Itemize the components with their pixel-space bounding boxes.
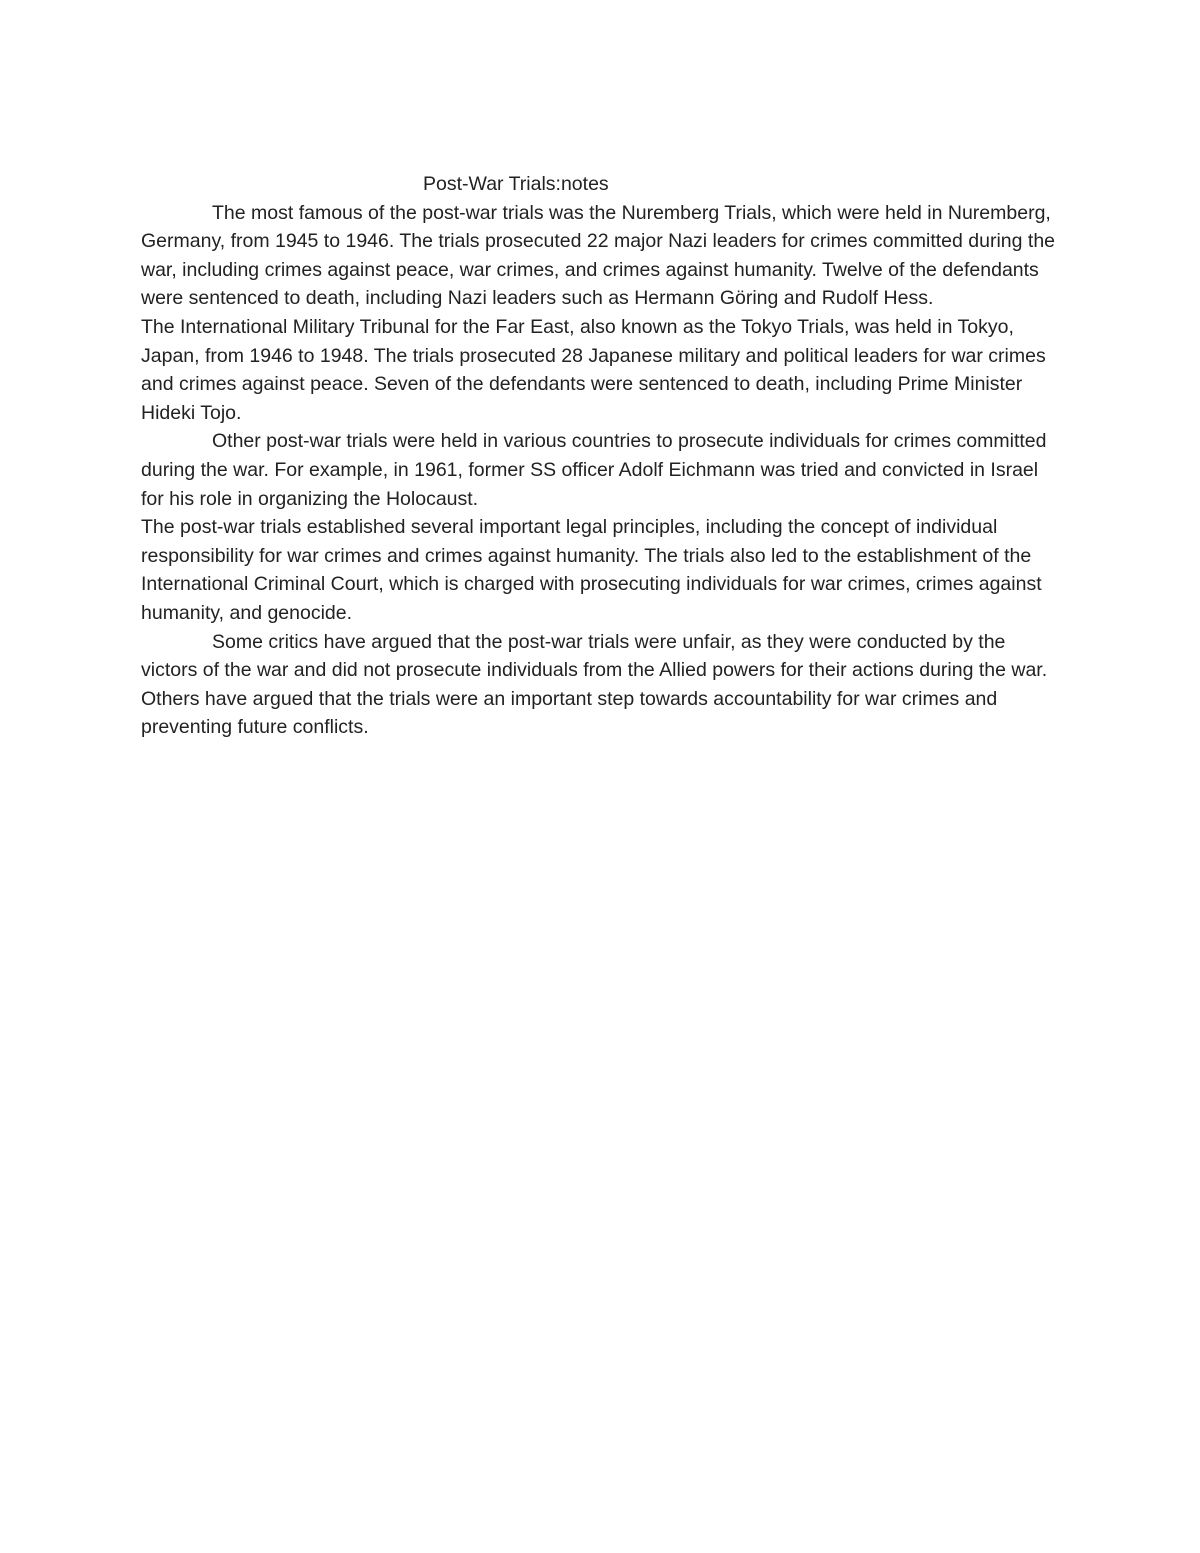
paragraph-other-trials: Other post-war trials were held in various countries to prosecute individuals for crimes committed during the war. For example, in 1961, former SS officer Adolf Eichmann was tried and convicted in Israel for his role in organizing the Holocaust. [141, 430, 1047, 510]
paragraph-criticism: Some critics have argued that the post-war trials were unfair, as they were conducted by the victors of the war and did not prosecute individuals from the Allied powers for their actions during the war. Others have argued that the trials were an important step towards accountability for war crimes and preventing future conflicts. [141, 630, 1048, 739]
paragraph-tokyo: The International Military Tribunal for the Far East, also known as the Tokyo Trials, was held in Tokyo, Japan, from 1946 to 1948. The trials prosecuted 28 Japanese military and political leaders for war crimes and crimes against peace. Seven of the defendants were sentenced to death, including Prime Minister Hideki Tojo. [141, 315, 1046, 424]
document-body [141, 170, 1061, 742]
document-title: Post-War Trials:notes [423, 173, 609, 195]
paragraph-legal-principles: The post-war trials established several important legal principles, including the concept of individual responsibility for war crimes and crimes against humanity. The trials also led to the establishment of the International Criminal Court, which is charged with prosecuting individuals for war crimes, crimes against humanity, and genocide. [141, 516, 1042, 624]
paragraph-nuremberg: The most famous of the post-war trials was the Nuremberg Trials, which were held in Nuremberg, Germany, from 1945 to 1946. The trials prosecuted 22 major Nazi leaders for crimes committed during the war, including crimes against peace, war crimes, and crimes against humanity. Twelve of the defendants were sentenced to death, including Nazi leaders such as Hermann Göring and Rudolf Hess. [141, 201, 1056, 310]
